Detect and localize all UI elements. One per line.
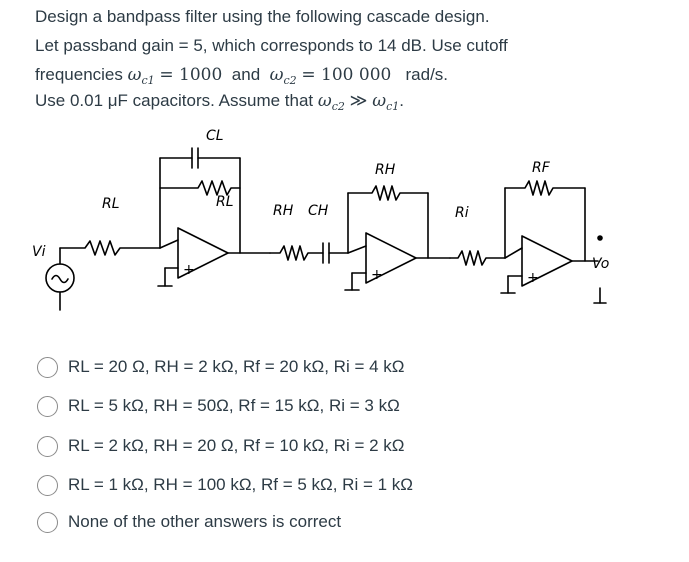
question-line-2: Let passband gain = 5, which corresponds to 14 dB. Use cutoff bbox=[35, 36, 508, 55]
question-line-1: Design a bandpass filter using the following cascade design. bbox=[35, 7, 490, 26]
rh-feedback-label: RH bbox=[375, 162, 396, 178]
answer-option-1[interactable] bbox=[37, 354, 405, 380]
output-terminal bbox=[598, 236, 602, 240]
omega-symbol: ω bbox=[317, 91, 332, 111]
cl-label: CL bbox=[206, 128, 224, 144]
ch-series-label: CH bbox=[308, 203, 329, 219]
answer-option-5[interactable] bbox=[37, 509, 341, 535]
rh-feedback-resistor bbox=[348, 186, 428, 200]
radio-button[interactable] bbox=[37, 475, 58, 496]
svg-text:+: + bbox=[527, 270, 539, 286]
wc1-value: = 1000 bbox=[159, 65, 223, 85]
rl-feedback-label: RL bbox=[216, 194, 234, 210]
radio-button[interactable] bbox=[37, 436, 58, 457]
omega-symbol: ω bbox=[372, 91, 387, 111]
sine-wave-icon bbox=[52, 276, 68, 283]
answer-option-3[interactable] bbox=[37, 433, 405, 459]
omega-symbol: ω bbox=[127, 65, 142, 85]
wc2-value: = 100 000 bbox=[301, 65, 392, 85]
option-label: RL = 5 kΩ, RH = 50Ω, Rf = 15 kΩ, Ri = 3 kΩ bbox=[68, 396, 400, 415]
rl-input-resistor bbox=[60, 241, 160, 255]
rh-series-label: RH bbox=[273, 203, 294, 219]
much-greater-symbol: ≫ bbox=[349, 91, 368, 110]
rf-resistor bbox=[505, 181, 585, 195]
unit-label: rad/s. bbox=[405, 65, 449, 84]
ri-resistor bbox=[450, 251, 505, 265]
radio-button[interactable] bbox=[37, 512, 58, 533]
answer-option-2[interactable] bbox=[37, 393, 400, 419]
question-line-3 bbox=[35, 64, 448, 92]
option-label: RL = 20 Ω, RH = 2 kΩ, Rf = 20 kΩ, Ri = 4 kΩ bbox=[68, 357, 405, 376]
rl-feedback-resistor bbox=[160, 181, 240, 195]
capacitor-assumption: Use 0.01 μF capacitors. Assume that bbox=[35, 91, 314, 110]
rh-series-resistor bbox=[270, 246, 323, 260]
question-line-4 bbox=[35, 90, 404, 118]
option-label: RL = 2 kΩ, RH = 20 Ω, Rf = 10 kΩ, Ri = 2 kΩ bbox=[68, 436, 405, 455]
svg-text:+: + bbox=[183, 262, 195, 278]
svg-text:+: + bbox=[371, 267, 383, 283]
period: . bbox=[399, 91, 404, 110]
answer-option-4[interactable] bbox=[37, 472, 413, 498]
and-word: and bbox=[231, 65, 261, 84]
vo-label: Vo bbox=[592, 256, 610, 272]
rl-input-label: RL bbox=[102, 196, 120, 212]
option-label: RL = 1 kΩ, RH = 100 kΩ, Rf = 5 kΩ, Ri = 1 kΩ bbox=[68, 475, 413, 494]
rf-label: RF bbox=[532, 160, 550, 176]
omega-symbol: ω bbox=[269, 65, 284, 85]
radio-button[interactable] bbox=[37, 357, 58, 378]
c1-subscript: c1 bbox=[386, 100, 400, 113]
vi-label: Vi bbox=[32, 244, 46, 260]
c2-subscript: c2 bbox=[331, 100, 345, 113]
radio-button[interactable] bbox=[37, 396, 58, 417]
option-label: None of the other answers is correct bbox=[68, 512, 342, 531]
c1-subscript: c1 bbox=[141, 74, 155, 87]
ri-label: Ri bbox=[455, 205, 469, 221]
circuit-diagram bbox=[30, 128, 620, 318]
frequencies-label: frequencies bbox=[35, 65, 123, 84]
c2-subscript: c2 bbox=[283, 74, 297, 87]
